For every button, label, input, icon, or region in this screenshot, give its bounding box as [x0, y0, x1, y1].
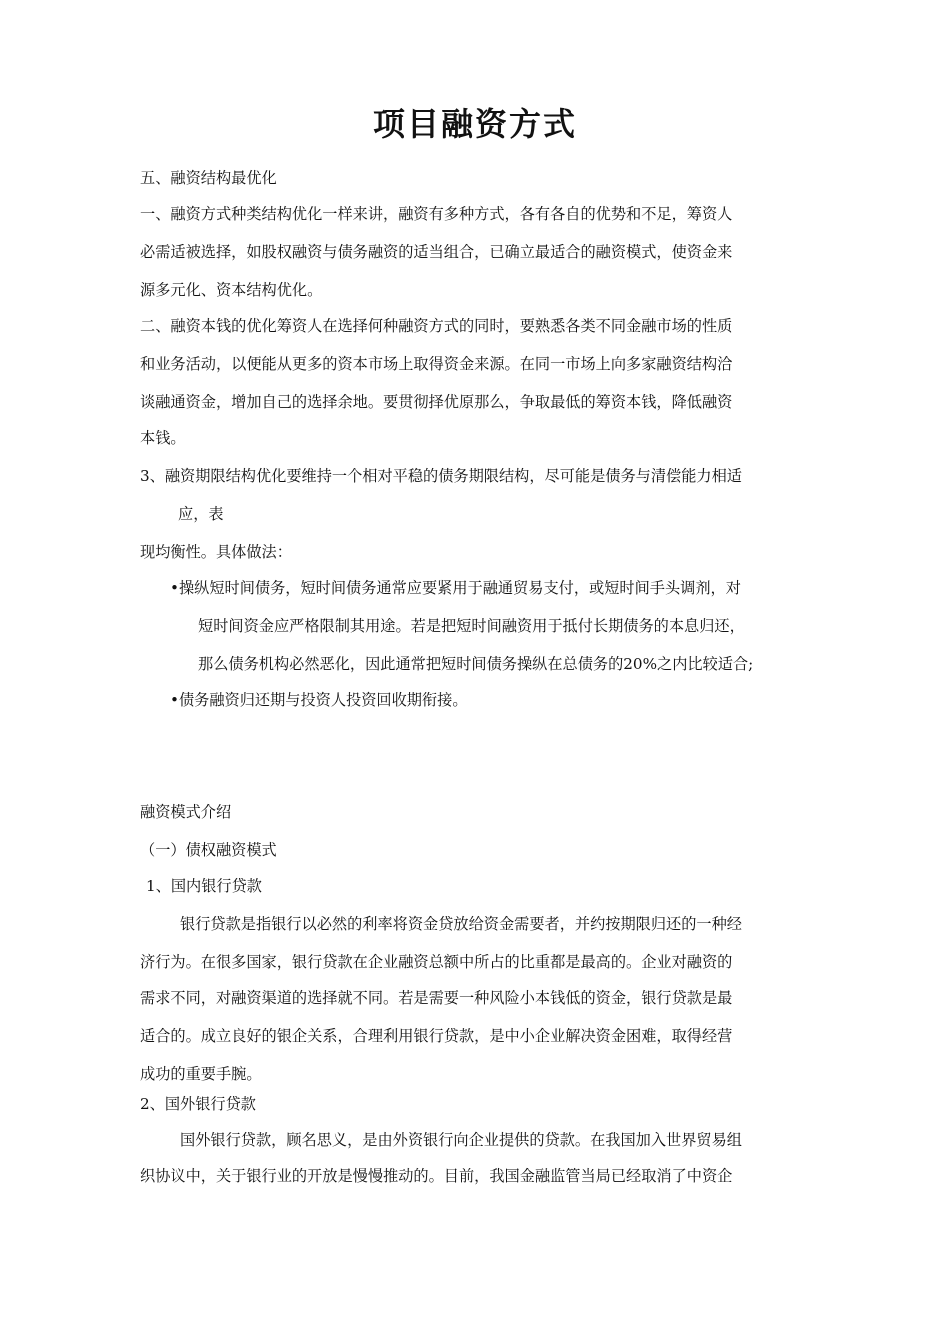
subsection-heading: （一）债权融资模式 — [140, 841, 277, 859]
bullet-continuation: 那么债务机构必然恶化，因此通常把短时间债务操纵在总债务的20%之内比较适合; — [198, 655, 754, 673]
paragraph-line: 织协议中，关于银行业的开放是慢慢推动的。目前，我国金融监管当局已经取消了中资企 — [140, 1167, 733, 1185]
page-title: 项目融资方式 — [372, 105, 577, 143]
paragraph-line: 应，表 — [178, 505, 224, 523]
paragraph-line: 需求不同，对融资渠道的选择就不同。若是需要一种风险小本钱低的资金，银行贷款是最 — [140, 989, 733, 1007]
paragraph-line: 国外银行贷款，顾名思义，是由外资银行向企业提供的贷款。在我国加入世界贸易组 — [180, 1131, 742, 1149]
paragraph-line: 二、融资本钱的优化筹资人在选择何种融资方式的同时，要熟悉各类不同金融市场的性质 — [140, 317, 733, 335]
paragraph-line: 济行为。在很多国家，银行贷款在企业融资总额中所占的比重都是最高的。企业对融资的 — [140, 953, 733, 971]
paragraph-line: 一、融资方式种类结构优化一样来讲，融资有多种方式，各有各自的优势和不足，筹资人 — [140, 205, 733, 223]
paragraph-line: 必需适被选择，如股权融资与债务融资的适当组合，已确立最适合的融资模式，使资金来 — [140, 243, 733, 261]
paragraph-line: 源多元化、资本结构优化。 — [140, 281, 323, 299]
section-heading: 五、融资结构最优化 — [140, 169, 277, 187]
bullet-item: •操纵短时间债务，短时间债务通常应要紧用于融通贸易支付，或短时间手头调剂，对 — [170, 579, 741, 597]
bullet-item: •债务融资归还期与投资人投资回收期衔接。 — [170, 691, 468, 709]
bullet-continuation: 短时间资金应严格限制其用途。若是把短时间融资用于抵付长期债务的本息归还， — [198, 617, 745, 635]
paragraph-line: 成功的重要手腕。 — [140, 1065, 262, 1083]
paragraph-line: 谈融通资金，增加自己的选择余地。要贯彻择优原那么，争取最低的筹资本钱，降低融资 — [140, 393, 733, 411]
subsection-heading: 1、国内银行贷款 — [146, 877, 262, 895]
paragraph-line: 3、融资期限结构优化要维持一个相对平稳的债务期限结构，尽可能是债务与清偿能力相适 — [140, 467, 742, 485]
paragraph-line: 适合的。成立良好的银企关系，合理利用银行贷款，是中小企业解决资金困难，取得经营 — [140, 1027, 733, 1045]
paragraph-line: 现均衡性。具体做法： — [140, 543, 292, 561]
subsection-heading: 2、国外银行贷款 — [140, 1095, 256, 1113]
paragraph-line: 本钱。 — [140, 429, 186, 447]
section-heading: 融资模式介绍 — [140, 803, 232, 821]
paragraph-line: 和业务活动，以便能从更多的资本市场上取得资金来源。在同一市场上向多家融资结构洽 — [140, 355, 733, 373]
paragraph-line: 银行贷款是指银行以必然的利率将资金贷放给资金需要者，并约按期限归还的一种经 — [180, 915, 742, 933]
